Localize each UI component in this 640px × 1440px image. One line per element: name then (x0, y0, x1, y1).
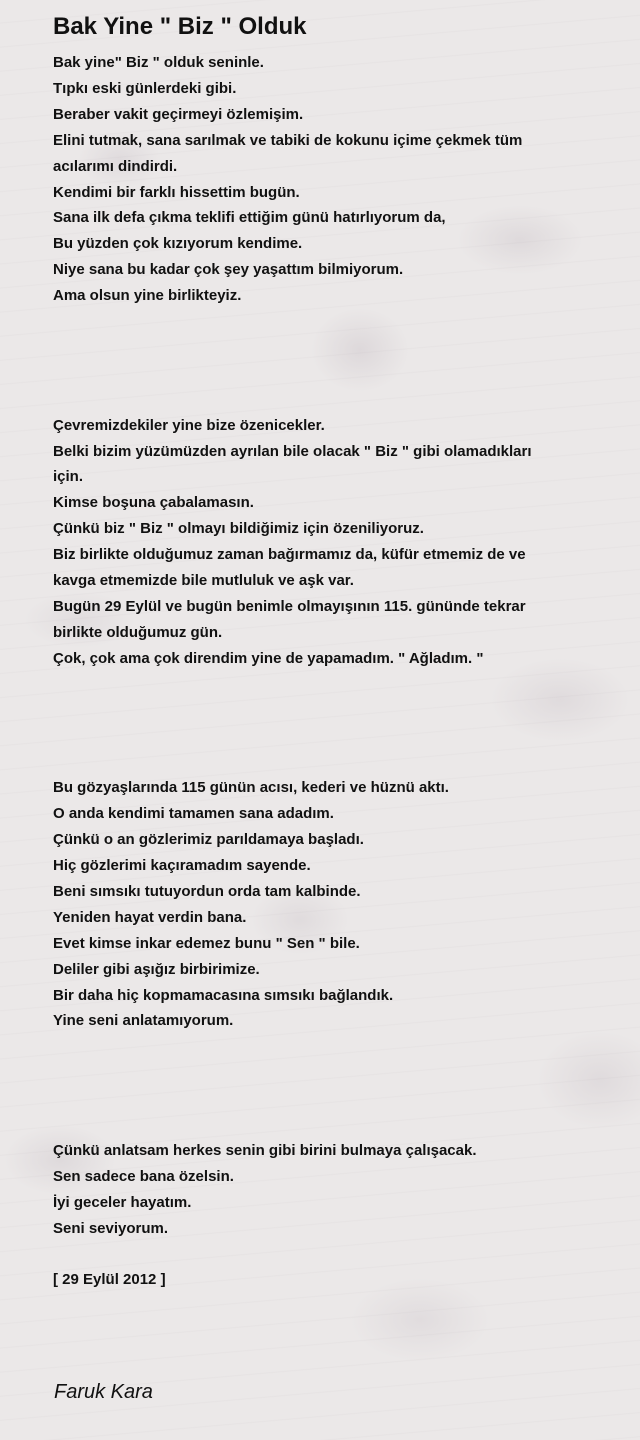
poem-line: Evet kimse inkar edemez bunu " Sen " bile. (53, 934, 360, 952)
poem-line: Beraber vakit geçirmeyi özlemişim. (53, 105, 304, 123)
stanza-spacer (53, 672, 573, 776)
poem-line: Bu yüzden çok kızıyorum kendime. (53, 235, 303, 253)
poem-line: Sana ilk defa çıkma teklifi ettiğim günü hatırlıyorum da, (53, 209, 446, 227)
poem-line: Belki bizim yüzümüzden ayrılan bile olacak " Biz " gibi olamadıkları (53, 442, 532, 460)
poem-line: Yeniden hayat verdin bana. (53, 908, 247, 926)
poem-line: O anda kendimi tamamen sana adadım. (53, 805, 334, 823)
stanza-4 (53, 1138, 573, 1242)
stanza-1 (53, 50, 573, 309)
poem-line: kavga etmemizde bile mutluluk ve aşk var. (53, 572, 354, 590)
poem-line: Biz birlikte olduğumuz zaman bağırmamız da, küfür etmemiz de ve (53, 546, 526, 564)
poem-line: birlikte olduğumuz gün. (53, 623, 223, 641)
poem-line: İyi geceler hayatım. (53, 1193, 192, 1211)
date-note: [ 29 Eylül 2012 ] (53, 1271, 166, 1289)
poem-line: Bak yine" Biz " olduk seninle. (53, 54, 264, 71)
poem-line: Elini tutmak, sana sarılmak ve tabiki de kokunu içime çekmek tüm (53, 131, 523, 149)
poem-line: Bir daha hiç kopmamacasına sımsıkı bağlandık. (53, 986, 394, 1004)
date-note-block (53, 1267, 573, 1293)
poem-line: Tıpkı eski günlerdeki gibi. (53, 79, 237, 97)
author-name: Faruk Kara (54, 1381, 153, 1403)
poem-line: Beni sımsıkı tutuyordun orda tam kalbinde. (53, 882, 361, 900)
poem-line: Çok, çok ama çok direndim yine de yapamadım. " Ağladım. " (53, 649, 484, 667)
poem-line: acılarımı dindirdi. (53, 157, 178, 175)
poem-title: Bak Yine " Biz " Olduk (53, 13, 307, 40)
stanza-3 (53, 775, 573, 1034)
poem-line: Deliler gibi aşığız birbirimize. (53, 960, 260, 978)
poem-line: Çünkü anlatsam herkes senin gibi birini bulmaya çalışacak. (53, 1141, 477, 1159)
poem-line: Çünkü biz " Biz " olmayı bildiğimiz için özeniliyoruz. (53, 520, 424, 538)
poem-line: Hiç gözlerimi kaçıramadım sayende. (53, 857, 311, 875)
poem-line: Yine seni anlatamıyorum. (53, 1012, 234, 1030)
poem-body (53, 50, 573, 1293)
poem-line: Niye sana bu kadar çok şey yaşattım bilmiyorum. (53, 261, 404, 279)
poem-line: Kendimi bir farklı hissettim bugün. (53, 183, 300, 201)
stanza-2 (53, 413, 573, 672)
stanza-spacer (53, 1034, 573, 1138)
poem-line: Sen sadece bana özelsin. (53, 1167, 234, 1185)
poem-line: Bugün 29 Eylül ve bugün benimle olmayışının 115. gününde tekrar (53, 598, 526, 615)
poem-line: Bu gözyaşlarında 115 günün acısı, kederi ve hüznü aktı. (53, 779, 449, 797)
stanza-spacer (53, 1242, 573, 1268)
poem-line: Çevremizdekiler yine bize özenicekler. (53, 416, 325, 434)
poem-line: için. (53, 468, 84, 486)
poem-line: Ama olsun yine birlikteyiz. (53, 287, 242, 305)
poem-line: Seni seviyorum. (53, 1219, 169, 1237)
stanza-spacer (53, 309, 573, 413)
poem-line: Çünkü o an gözlerimiz parıldamaya başladı. (53, 831, 364, 849)
poem-line: Kimse boşuna çabalamasın. (53, 494, 254, 512)
